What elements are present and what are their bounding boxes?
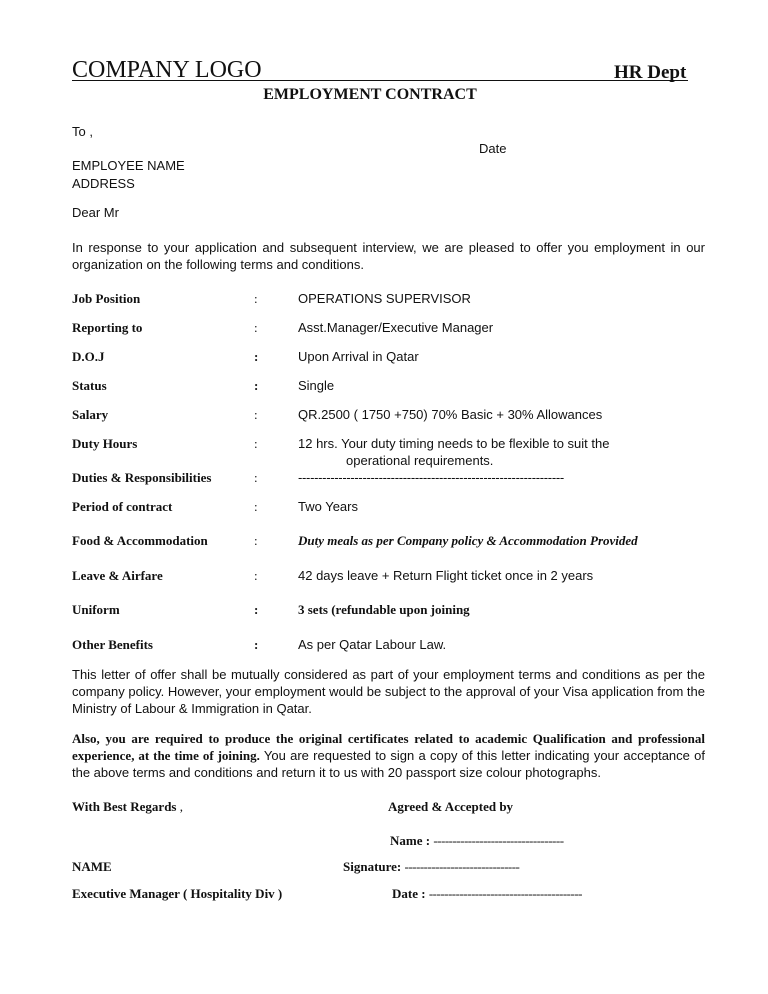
- term-label-status: Status: [72, 378, 107, 393]
- term-colon: :: [254, 349, 259, 364]
- signatory-name: NAME: [72, 859, 112, 874]
- name-field-line: ----------------------------------: [433, 833, 564, 848]
- requirements-text: You are requested to sign a copy of this letter indicating your acceptance of the above terms and conditions and return it to us with 20 passport size colour photographs.: [72, 748, 706, 780]
- term-colon: :: [254, 637, 259, 652]
- term-colon: :: [254, 499, 258, 514]
- term-colon: :: [254, 568, 258, 583]
- term-value-job-position: OPERATIONS SUPERVISOR: [298, 291, 471, 306]
- term-label-doj: D.O.J: [72, 349, 105, 364]
- term-value-uniform: 3 sets (refundable upon joining: [298, 602, 470, 617]
- term-label-period: Period of contract: [72, 499, 173, 514]
- term-colon: :: [254, 470, 258, 485]
- date-field: [392, 886, 582, 902]
- regards-comma: ,: [176, 799, 183, 814]
- offer-paragraph: This letter of offer shall be mutually considered as part of your employment terms and conditions as per the company policy. However, your employment would be subject to the approval of your Visa application from the Ministry of Labour & Immigration in Qatar.: [72, 667, 705, 716]
- regards-text: With Best Regards: [72, 799, 177, 814]
- regards-line: [72, 799, 183, 815]
- term-label-job-position: Job Position: [72, 291, 141, 306]
- requirements-bold-text: Also, you are required to produce the original certificates related to academic Qualification and professional experience, at the time of joining.: [72, 731, 705, 763]
- term-colon: :: [254, 407, 258, 422]
- term-value-doj: Upon Arrival in Qatar: [298, 349, 419, 364]
- term-colon: :: [254, 436, 258, 451]
- term-label-reporting-to: Reporting to: [72, 320, 143, 335]
- term-value-period: Two Years: [298, 499, 358, 514]
- term-value-duties: ------------------------------------------------------------------: [298, 470, 564, 485]
- signature-field: [343, 859, 519, 875]
- term-value-food: Duty meals as per Company policy & Accommodation Provided: [298, 533, 638, 548]
- term-colon: :: [254, 602, 259, 617]
- term-value-duty-hours-cont: operational requirements.: [346, 453, 494, 468]
- term-label-food: Food & Accommodation: [72, 533, 208, 548]
- term-value-other-benefits: As per Qatar Labour Law.: [298, 637, 447, 652]
- to-line: To ,: [72, 124, 93, 139]
- term-label-other-benefits: Other Benefits: [72, 637, 153, 652]
- intro-paragraph: In response to your application and subsequent interview, we are pleased to offer you employment in our organization on the following terms and conditions.: [72, 240, 705, 272]
- term-value-reporting-to: Asst.Manager/Executive Manager: [298, 320, 494, 335]
- term-value-leave: 42 days leave + Return Flight ticket once in 2 years: [298, 568, 594, 583]
- signatory-position: Executive Manager ( Hospitality Div ): [72, 886, 283, 901]
- term-colon: :: [254, 320, 258, 335]
- date-field-label: Date :: [392, 886, 426, 901]
- name-field: [390, 833, 564, 849]
- term-colon: :: [254, 291, 258, 306]
- term-label-duties: Duties & Responsibilities: [72, 470, 212, 485]
- term-value-status: Single: [298, 378, 335, 393]
- date-field-line: ----------------------------------------: [428, 886, 582, 901]
- company-logo: COMPANY LOGO: [72, 57, 262, 83]
- date-label: Date: [479, 141, 507, 156]
- agreed-accepted-label: Agreed & Accepted by: [388, 799, 514, 814]
- term-label-salary: Salary: [72, 407, 109, 422]
- term-label-uniform: Uniform: [72, 602, 120, 617]
- signature-field-label: Signature:: [343, 859, 402, 874]
- name-field-label: Name :: [390, 833, 431, 848]
- term-colon: :: [254, 533, 258, 548]
- hr-dept-label: HR Dept: [614, 62, 687, 83]
- salutation: Dear Mr: [72, 205, 119, 220]
- term-value-salary: QR.2500 ( 1750 +750) 70% Basic + 30% Allowances: [298, 407, 603, 422]
- header-underline: [72, 80, 688, 81]
- term-label-leave: Leave & Airfare: [72, 568, 163, 583]
- employee-address: ADDRESS: [72, 176, 135, 191]
- term-value-duty-hours: 12 hrs. Your duty timing needs to be flexible to suit the: [298, 436, 610, 451]
- term-label-duty-hours: Duty Hours: [72, 436, 138, 451]
- term-colon: :: [254, 378, 259, 393]
- employee-name: EMPLOYEE NAME: [72, 158, 185, 173]
- signature-field-line: ------------------------------: [404, 859, 520, 874]
- document-title: EMPLOYMENT CONTRACT: [263, 86, 477, 103]
- requirements-paragraph: [72, 730, 705, 781]
